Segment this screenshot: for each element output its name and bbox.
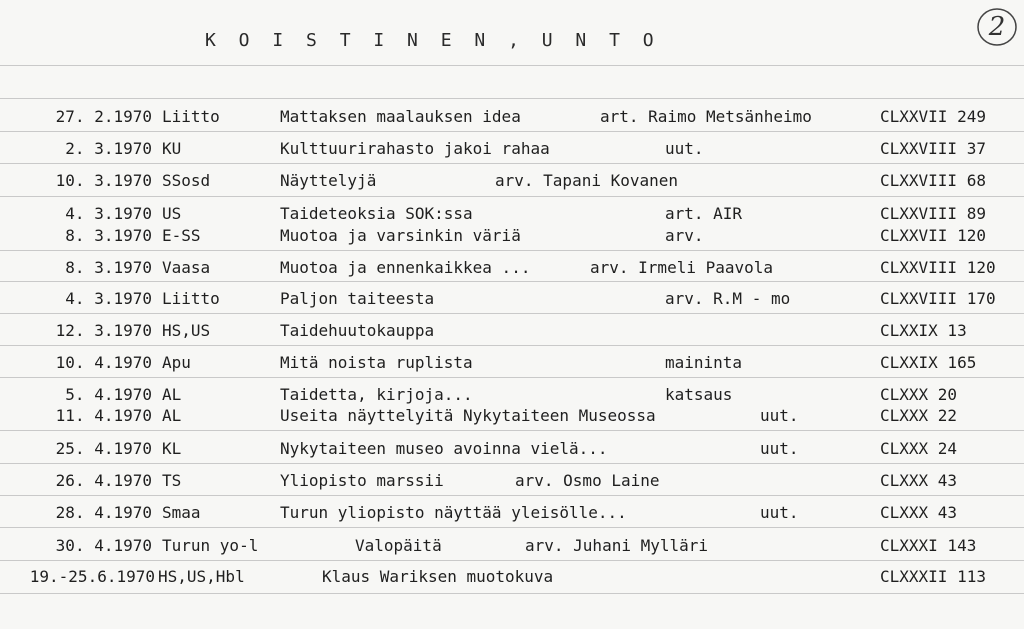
entry-title: Taidehuutokauppa bbox=[280, 321, 435, 340]
entry-date: 28. 4.1970 bbox=[55, 503, 152, 522]
entry-date: 27. 2.1970 bbox=[55, 107, 152, 126]
ruled-line bbox=[0, 131, 1024, 132]
entry-row bbox=[0, 289, 1024, 311]
entry-row bbox=[0, 567, 1024, 589]
ruled-line bbox=[0, 345, 1024, 346]
entry-row bbox=[0, 406, 1024, 428]
entry-type: arv. Tapani Kovanen bbox=[495, 171, 679, 190]
entry-source: AL bbox=[162, 406, 182, 425]
entry-source: AL bbox=[162, 385, 182, 404]
card-title: K O I S T I N E N , U N T O bbox=[205, 30, 660, 51]
entry-source: Liitto bbox=[162, 289, 220, 308]
ruled-line bbox=[0, 281, 1024, 282]
entry-date: 30. 4.1970 bbox=[55, 536, 152, 555]
entry-row bbox=[0, 503, 1024, 525]
entry-source: SSosd bbox=[162, 171, 211, 190]
entry-title: Mattaksen maalauksen idea bbox=[280, 107, 521, 126]
entry-date: 19.-25.6.1970 bbox=[29, 567, 155, 586]
entry-row bbox=[0, 107, 1024, 129]
entry-date: 10. 3.1970 bbox=[55, 171, 152, 190]
entry-source: KU bbox=[162, 139, 182, 158]
entry-row bbox=[0, 321, 1024, 343]
entry-source: Vaasa bbox=[162, 258, 211, 277]
entry-date: 2. 3.1970 bbox=[65, 139, 152, 158]
entry-title: Turun yliopisto näyttää yleisölle... bbox=[280, 503, 627, 522]
entry-reference: CLXXXI 143 bbox=[880, 536, 977, 555]
entry-source: Smaa bbox=[162, 503, 201, 522]
entry-row bbox=[0, 171, 1024, 193]
entry-reference: CLXXVIII 170 bbox=[880, 289, 996, 308]
entry-reference: CLXXVIII 37 bbox=[880, 139, 986, 158]
entry-reference: CLXXXII 113 bbox=[880, 567, 986, 586]
entry-reference: CLXXIX 165 bbox=[880, 353, 977, 372]
entry-type: arv. bbox=[665, 226, 704, 245]
page-number-mark bbox=[976, 6, 1018, 48]
entry-reference: CLXXVIII 89 bbox=[880, 204, 986, 223]
entry-type: uut. bbox=[760, 439, 799, 458]
entry-row bbox=[0, 471, 1024, 493]
entry-type: arv. Juhani Mylläri bbox=[525, 536, 709, 555]
entry-reference: CLXXVIII 120 bbox=[880, 258, 996, 277]
entry-reference: CLXXVII 120 bbox=[880, 226, 986, 245]
entry-title: Kulttuurirahasto jakoi rahaa bbox=[280, 139, 550, 158]
entry-title: Nykytaiteen museo avoinna vielä... bbox=[280, 439, 608, 458]
ruled-line bbox=[0, 196, 1024, 197]
entry-title: Useita näyttelyitä Nykytaiteen Museossa bbox=[280, 406, 656, 425]
entry-source: TS bbox=[162, 471, 182, 490]
page-number: 2 bbox=[988, 12, 1006, 42]
ruled-line bbox=[0, 313, 1024, 314]
entry-date: 10. 4.1970 bbox=[55, 353, 152, 372]
entry-date: 8. 3.1970 bbox=[65, 226, 152, 245]
ruled-line bbox=[0, 495, 1024, 496]
entry-type: uut. bbox=[760, 406, 799, 425]
entry-date: 4. 3.1970 bbox=[65, 204, 152, 223]
entry-date: 8. 3.1970 bbox=[65, 258, 152, 277]
entry-title: Paljon taiteesta bbox=[280, 289, 435, 308]
entry-type: arv. Irmeli Paavola bbox=[590, 258, 774, 277]
ruled-line bbox=[0, 65, 1024, 66]
entry-reference: CLXXVII 249 bbox=[880, 107, 986, 126]
entry-title: Mitä noista ruplista bbox=[280, 353, 473, 372]
entry-type: arv. R.M - mo bbox=[665, 289, 791, 308]
entry-row bbox=[0, 353, 1024, 375]
entry-reference: CLXXX 43 bbox=[880, 471, 958, 490]
entry-reference: CLXXX 24 bbox=[880, 439, 958, 458]
ruled-line bbox=[0, 560, 1024, 561]
entry-date: 26. 4.1970 bbox=[55, 471, 152, 490]
entry-row bbox=[0, 258, 1024, 280]
entry-title: Näyttelyjä bbox=[280, 171, 377, 190]
entry-row bbox=[0, 439, 1024, 461]
entry-reference: CLXXX 20 bbox=[880, 385, 958, 404]
entry-title: Taidetta, kirjoja... bbox=[280, 385, 473, 404]
entry-title: Valopäitä bbox=[355, 536, 442, 555]
entry-source: Turun yo-l bbox=[162, 536, 259, 555]
entry-title: Muotoa ja ennenkaikkea ... bbox=[280, 258, 531, 277]
entry-source: Apu bbox=[162, 353, 191, 372]
ruled-line bbox=[0, 463, 1024, 464]
entry-source: HS,US,Hbl bbox=[158, 567, 245, 586]
entry-date: 12. 3.1970 bbox=[55, 321, 152, 340]
entry-reference: CLXXVIII 68 bbox=[880, 171, 986, 190]
entry-row bbox=[0, 139, 1024, 161]
entry-type: art. AIR bbox=[665, 204, 743, 223]
entry-title: Taideteoksia SOK:ssa bbox=[280, 204, 473, 223]
entry-date: 11. 4.1970 bbox=[55, 406, 152, 425]
entry-row bbox=[0, 204, 1024, 226]
ruled-line bbox=[0, 430, 1024, 431]
entry-source: KL bbox=[162, 439, 182, 458]
entry-date: 5. 4.1970 bbox=[65, 385, 152, 404]
entry-type: uut. bbox=[665, 139, 704, 158]
entry-row bbox=[0, 385, 1024, 407]
ruled-line bbox=[0, 98, 1024, 99]
entry-reference: CLXXX 22 bbox=[880, 406, 958, 425]
entry-row bbox=[0, 536, 1024, 558]
entry-title: Yliopisto marssii bbox=[280, 471, 444, 490]
entry-row bbox=[0, 226, 1024, 248]
entry-date: 4. 3.1970 bbox=[65, 289, 152, 308]
entry-type: arv. Osmo Laine bbox=[515, 471, 660, 490]
entry-source: Liitto bbox=[162, 107, 220, 126]
entry-source: HS,US bbox=[162, 321, 211, 340]
entry-source: US bbox=[162, 204, 182, 223]
entry-reference: CLXXX 43 bbox=[880, 503, 958, 522]
ruled-line bbox=[0, 527, 1024, 528]
ruled-line bbox=[0, 593, 1024, 594]
entry-type: katsaus bbox=[665, 385, 733, 404]
entry-type: art. Raimo Metsänheimo bbox=[600, 107, 812, 126]
entry-type: maininta bbox=[665, 353, 743, 372]
ruled-line bbox=[0, 163, 1024, 164]
entry-date: 25. 4.1970 bbox=[55, 439, 152, 458]
entry-source: E-SS bbox=[162, 226, 201, 245]
entry-title: Muotoa ja varsinkin väriä bbox=[280, 226, 521, 245]
ruled-line bbox=[0, 377, 1024, 378]
ruled-line bbox=[0, 250, 1024, 251]
entry-type: uut. bbox=[760, 503, 799, 522]
entry-reference: CLXXIX 13 bbox=[880, 321, 967, 340]
entry-title: Klaus Wariksen muotokuva bbox=[322, 567, 554, 586]
